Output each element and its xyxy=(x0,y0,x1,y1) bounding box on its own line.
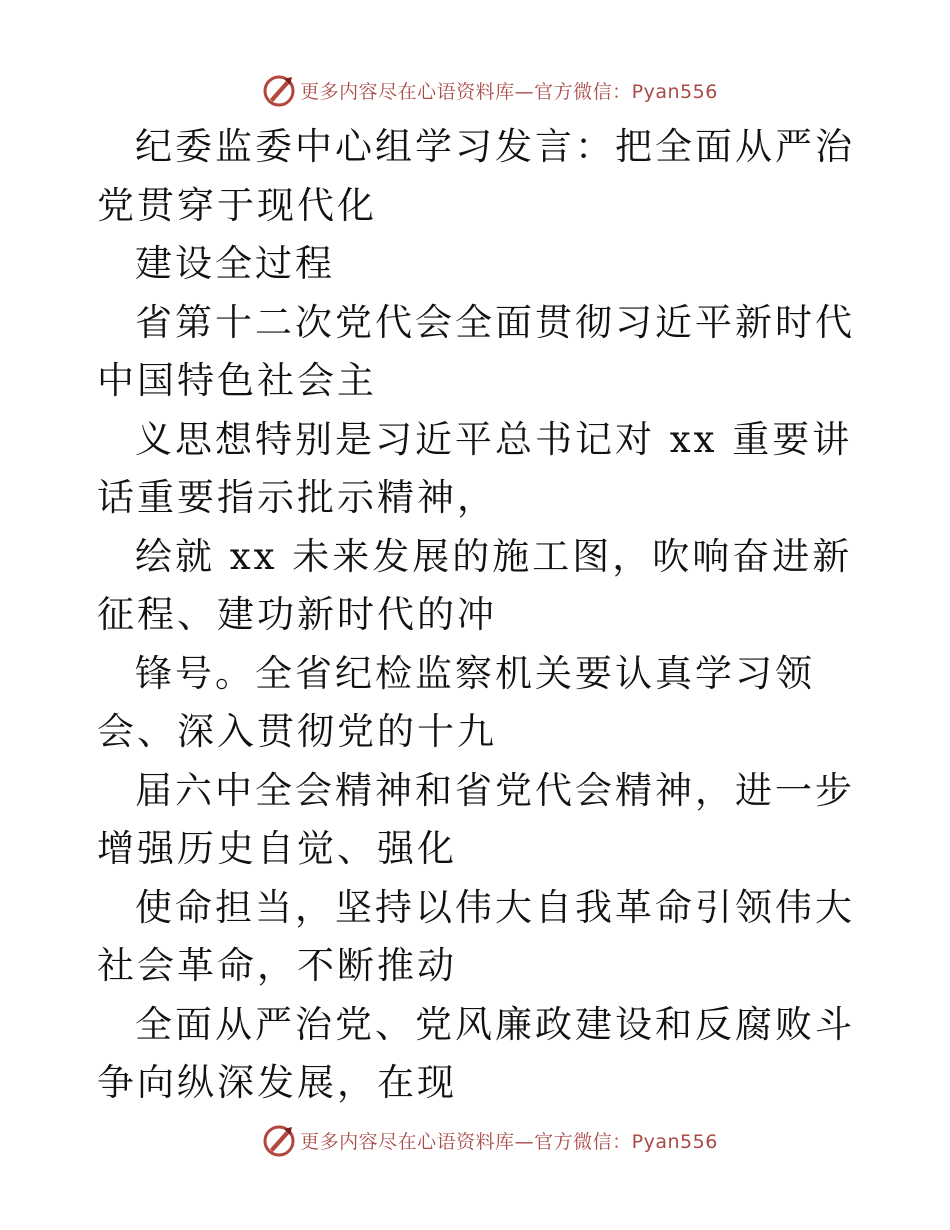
quill-pen-icon xyxy=(262,1123,296,1157)
quill-pen-icon xyxy=(262,73,296,107)
header-banner-text: 更多内容尽在心语资料库—官方微信：Pyan556 xyxy=(300,80,718,103)
paragraph-line-1: 纪委监委中心组学习发言：把全面从严治党贯穿于现代化 xyxy=(97,125,855,227)
footer-banner-inner xyxy=(262,1123,718,1157)
document-body xyxy=(97,118,857,1113)
paragraph-line-8: 使命担当，坚持以伟大自我革命引领伟大社会革命，不断推动 xyxy=(97,885,855,987)
header-banner-inner xyxy=(262,73,718,107)
header-banner xyxy=(0,70,950,110)
paragraph-line-2: 建设全过程 xyxy=(135,242,335,285)
paragraph-line-6: 锋号。全省纪检监察机关要认真学习领会、深入贯彻党的十九 xyxy=(97,651,815,753)
paragraph-line-7: 届六中全会精神和省党代会精神，进一步增强历史自觉、强化 xyxy=(97,768,855,870)
paragraph-line-4: 义思想特别是习近平总书记对 xx 重要讲话重要指示批示精神， xyxy=(97,417,853,519)
footer-banner-text: 更多内容尽在心语资料库—官方微信：Pyan556 xyxy=(300,1130,718,1153)
paragraph-line-9: 全面从严治党、党风廉政建设和反腐败斗争向纵深发展，在现 xyxy=(97,1002,855,1104)
paragraph-line-5: 绘就 xx 未来发展的施工图，吹响奋进新征程、建功新时代的冲 xyxy=(97,534,853,636)
footer-banner xyxy=(0,1120,950,1160)
paragraph-line-3: 省第十二次党代会全面贯彻习近平新时代中国特色社会主 xyxy=(97,300,855,402)
